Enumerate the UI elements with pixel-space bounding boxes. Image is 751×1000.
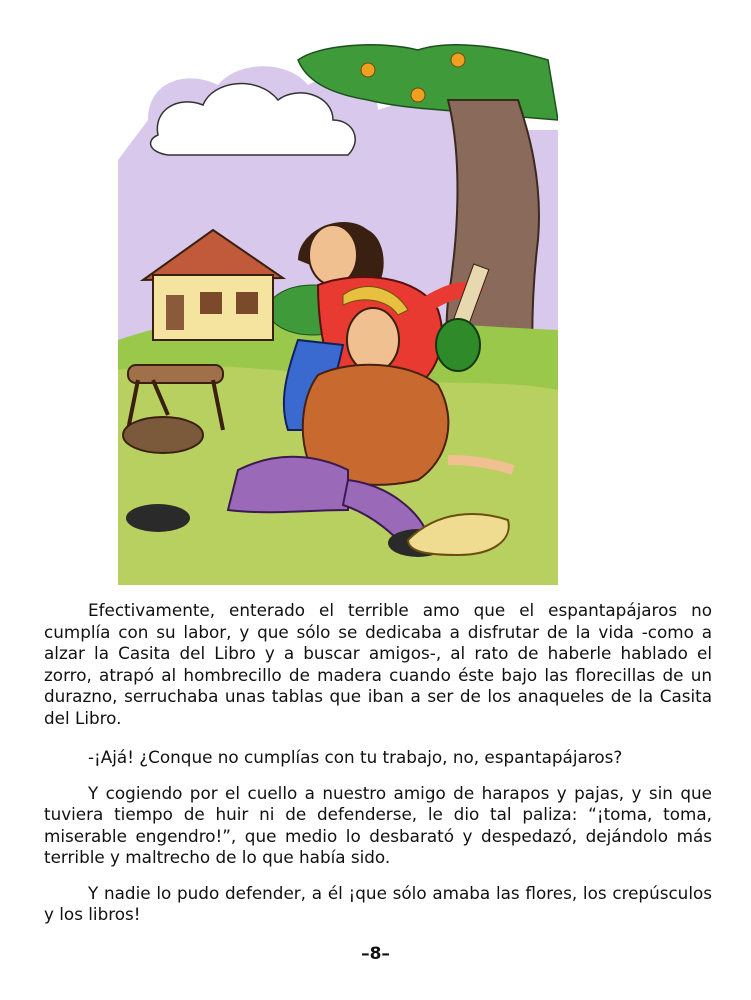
story-text xyxy=(44,600,712,940)
page-number: –8– xyxy=(361,944,390,964)
paragraph-3: Y cogiendo por el cuello a nuestro amigo de harapos y pajas, y sin que tuviera tiempo de huir ni de defenderse, le dio tal paliza: “¡toma, toma, miserable engendro!”, que medio lo desbarató y despedazó, dejándolo más terrible y maltrecho de lo que había sido. xyxy=(44,782,712,867)
story-illustration xyxy=(118,40,558,585)
paragraph-1: Efectivamente, enterado el terrible amo que el espantapájaros no cumplía con su labor, y que sólo se dedicaba a disfrutar de la vida -como a alzar la Casita del Libro y a buscar amigos-, al rato de haberle hablado el zorro, atrapó al hombrecillo de madera cuando éste bajo las florecillas de un durazno, serruchaba unas tablas que iban a ser de los anaqueles de la Casita del Libro. xyxy=(44,600,712,728)
paragraph-2: -¡Ajá! ¿Conque no cumplías con tu trabajo, no, espantapájaros? xyxy=(88,747,623,767)
paragraph-4: Y nadie lo pudo defender, a él ¡que sólo amaba las flores, los crepúsculos y los libros! xyxy=(44,882,712,924)
